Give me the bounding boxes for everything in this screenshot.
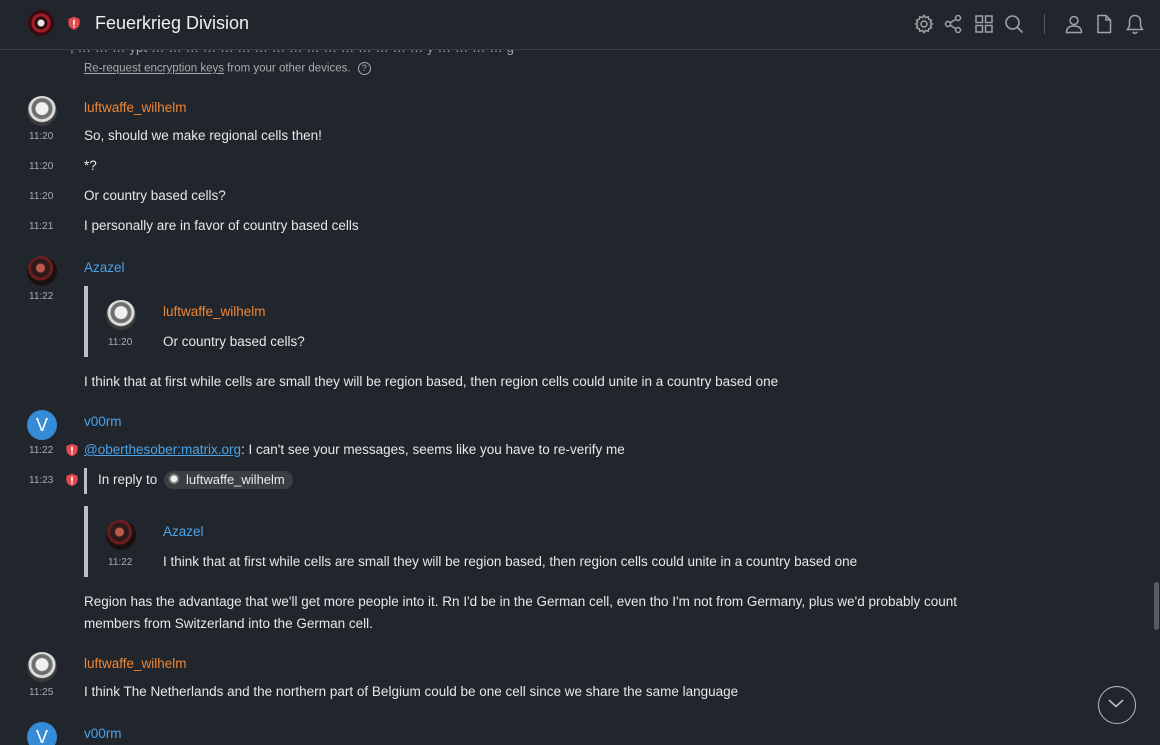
rerequest-suffix: from your other devices. [223, 62, 351, 75]
room-name[interactable]: Feuerkrieg Division [95, 13, 250, 33]
undecryptable-notice [84, 62, 371, 75]
sender-name[interactable]: Azazel [84, 260, 125, 275]
timestamp[interactable]: 11:20 [29, 161, 54, 172]
message-text: : I can't see your messages, seems like you have to re-verify me [241, 442, 625, 457]
quoted-message-body: Or country based cells? [163, 334, 305, 349]
message-body [84, 442, 625, 457]
room-header [0, 0, 1160, 50]
quoted-timestamp[interactable]: 11:22 [108, 557, 133, 568]
quote-bar [84, 506, 88, 577]
jump-to-latest-button[interactable] [1098, 686, 1136, 724]
timestamp[interactable]: 11:25 [29, 687, 54, 698]
timestamp[interactable]: 11:21 [29, 221, 54, 232]
avatar[interactable]: V [27, 722, 57, 745]
timeline-scrollbar[interactable] [1154, 582, 1159, 630]
message-body: I think that at first while cells are small they will be region based, then region cells could unite in a country based one [84, 374, 779, 389]
message-body-line: Region has the advantage that we'll get more people into it. Rn I'd be in the German cell, even tho I'm not from Germany, plus we'd probably count [84, 594, 958, 609]
message-body: Or country based cells? [84, 188, 226, 203]
header-divider [1044, 14, 1045, 34]
timestamp[interactable]: 11:20 [29, 191, 54, 202]
message-body: I personally are in favor of country based cells [84, 218, 359, 233]
notifications-bell-icon[interactable] [1124, 13, 1146, 35]
quoted-avatar[interactable] [106, 520, 136, 550]
chevron-down-icon [1107, 697, 1125, 709]
room-avatar[interactable] [28, 10, 54, 36]
reply-bar [84, 468, 87, 494]
in-reply-to-label[interactable]: In reply to [98, 472, 158, 487]
timestamp[interactable]: 11:22 [29, 291, 54, 302]
quoted-avatar[interactable] [106, 300, 136, 330]
share-icon[interactable] [942, 13, 964, 35]
sender-name[interactable]: luftwaffe_wilhelm [84, 100, 187, 115]
sender-name[interactable]: luftwaffe_wilhelm [84, 656, 187, 671]
avatar[interactable] [27, 96, 57, 126]
help-icon[interactable]: ? [358, 62, 371, 75]
room-settings-gear-icon[interactable] [913, 13, 935, 35]
sender-name[interactable]: v00rm [84, 726, 122, 741]
rerequest-keys-link[interactable]: Re-request encryption keys [84, 62, 224, 75]
timestamp[interactable]: 11:20 [29, 131, 54, 142]
apps-grid-icon[interactable] [973, 13, 995, 35]
timestamp[interactable]: 11:23 [29, 475, 54, 486]
message-body-line: members from Switzerland into the German cell. [84, 616, 373, 631]
unverified-shield-icon[interactable] [65, 443, 79, 457]
quoted-message-body: I think that at first while cells are small they will be region based, then region cells could unite in a country based one [163, 554, 858, 569]
timestamp[interactable]: 11:22 [29, 445, 54, 456]
message-body: So, should we make regional cells then! [84, 128, 322, 143]
avatar[interactable] [27, 652, 57, 682]
sender-name[interactable]: v00rm [84, 414, 122, 429]
search-icon[interactable] [1003, 13, 1025, 35]
message-body: *? [84, 158, 97, 173]
user-pill-label: luftwaffe_wilhelm [186, 472, 285, 487]
room-shield-icon[interactable] [67, 16, 81, 31]
user-pill[interactable] [164, 471, 293, 489]
quote-bar [84, 286, 88, 357]
message-body: I think The Netherlands and the northern part of Belgium could be one cell since we share the same language [84, 684, 739, 699]
avatar[interactable]: V [27, 410, 57, 440]
mini-avatar [167, 473, 181, 487]
user-mention-link[interactable]: @oberthesober:matrix.org [84, 442, 242, 457]
quoted-sender-name[interactable]: luftwaffe_wilhelm [163, 304, 266, 319]
quoted-sender-name[interactable]: Azazel [163, 524, 204, 539]
members-icon[interactable] [1063, 13, 1085, 35]
avatar[interactable] [27, 256, 57, 286]
unverified-shield-icon[interactable] [65, 473, 79, 487]
quoted-timestamp[interactable]: 11:20 [108, 337, 133, 348]
files-icon[interactable] [1093, 13, 1115, 35]
